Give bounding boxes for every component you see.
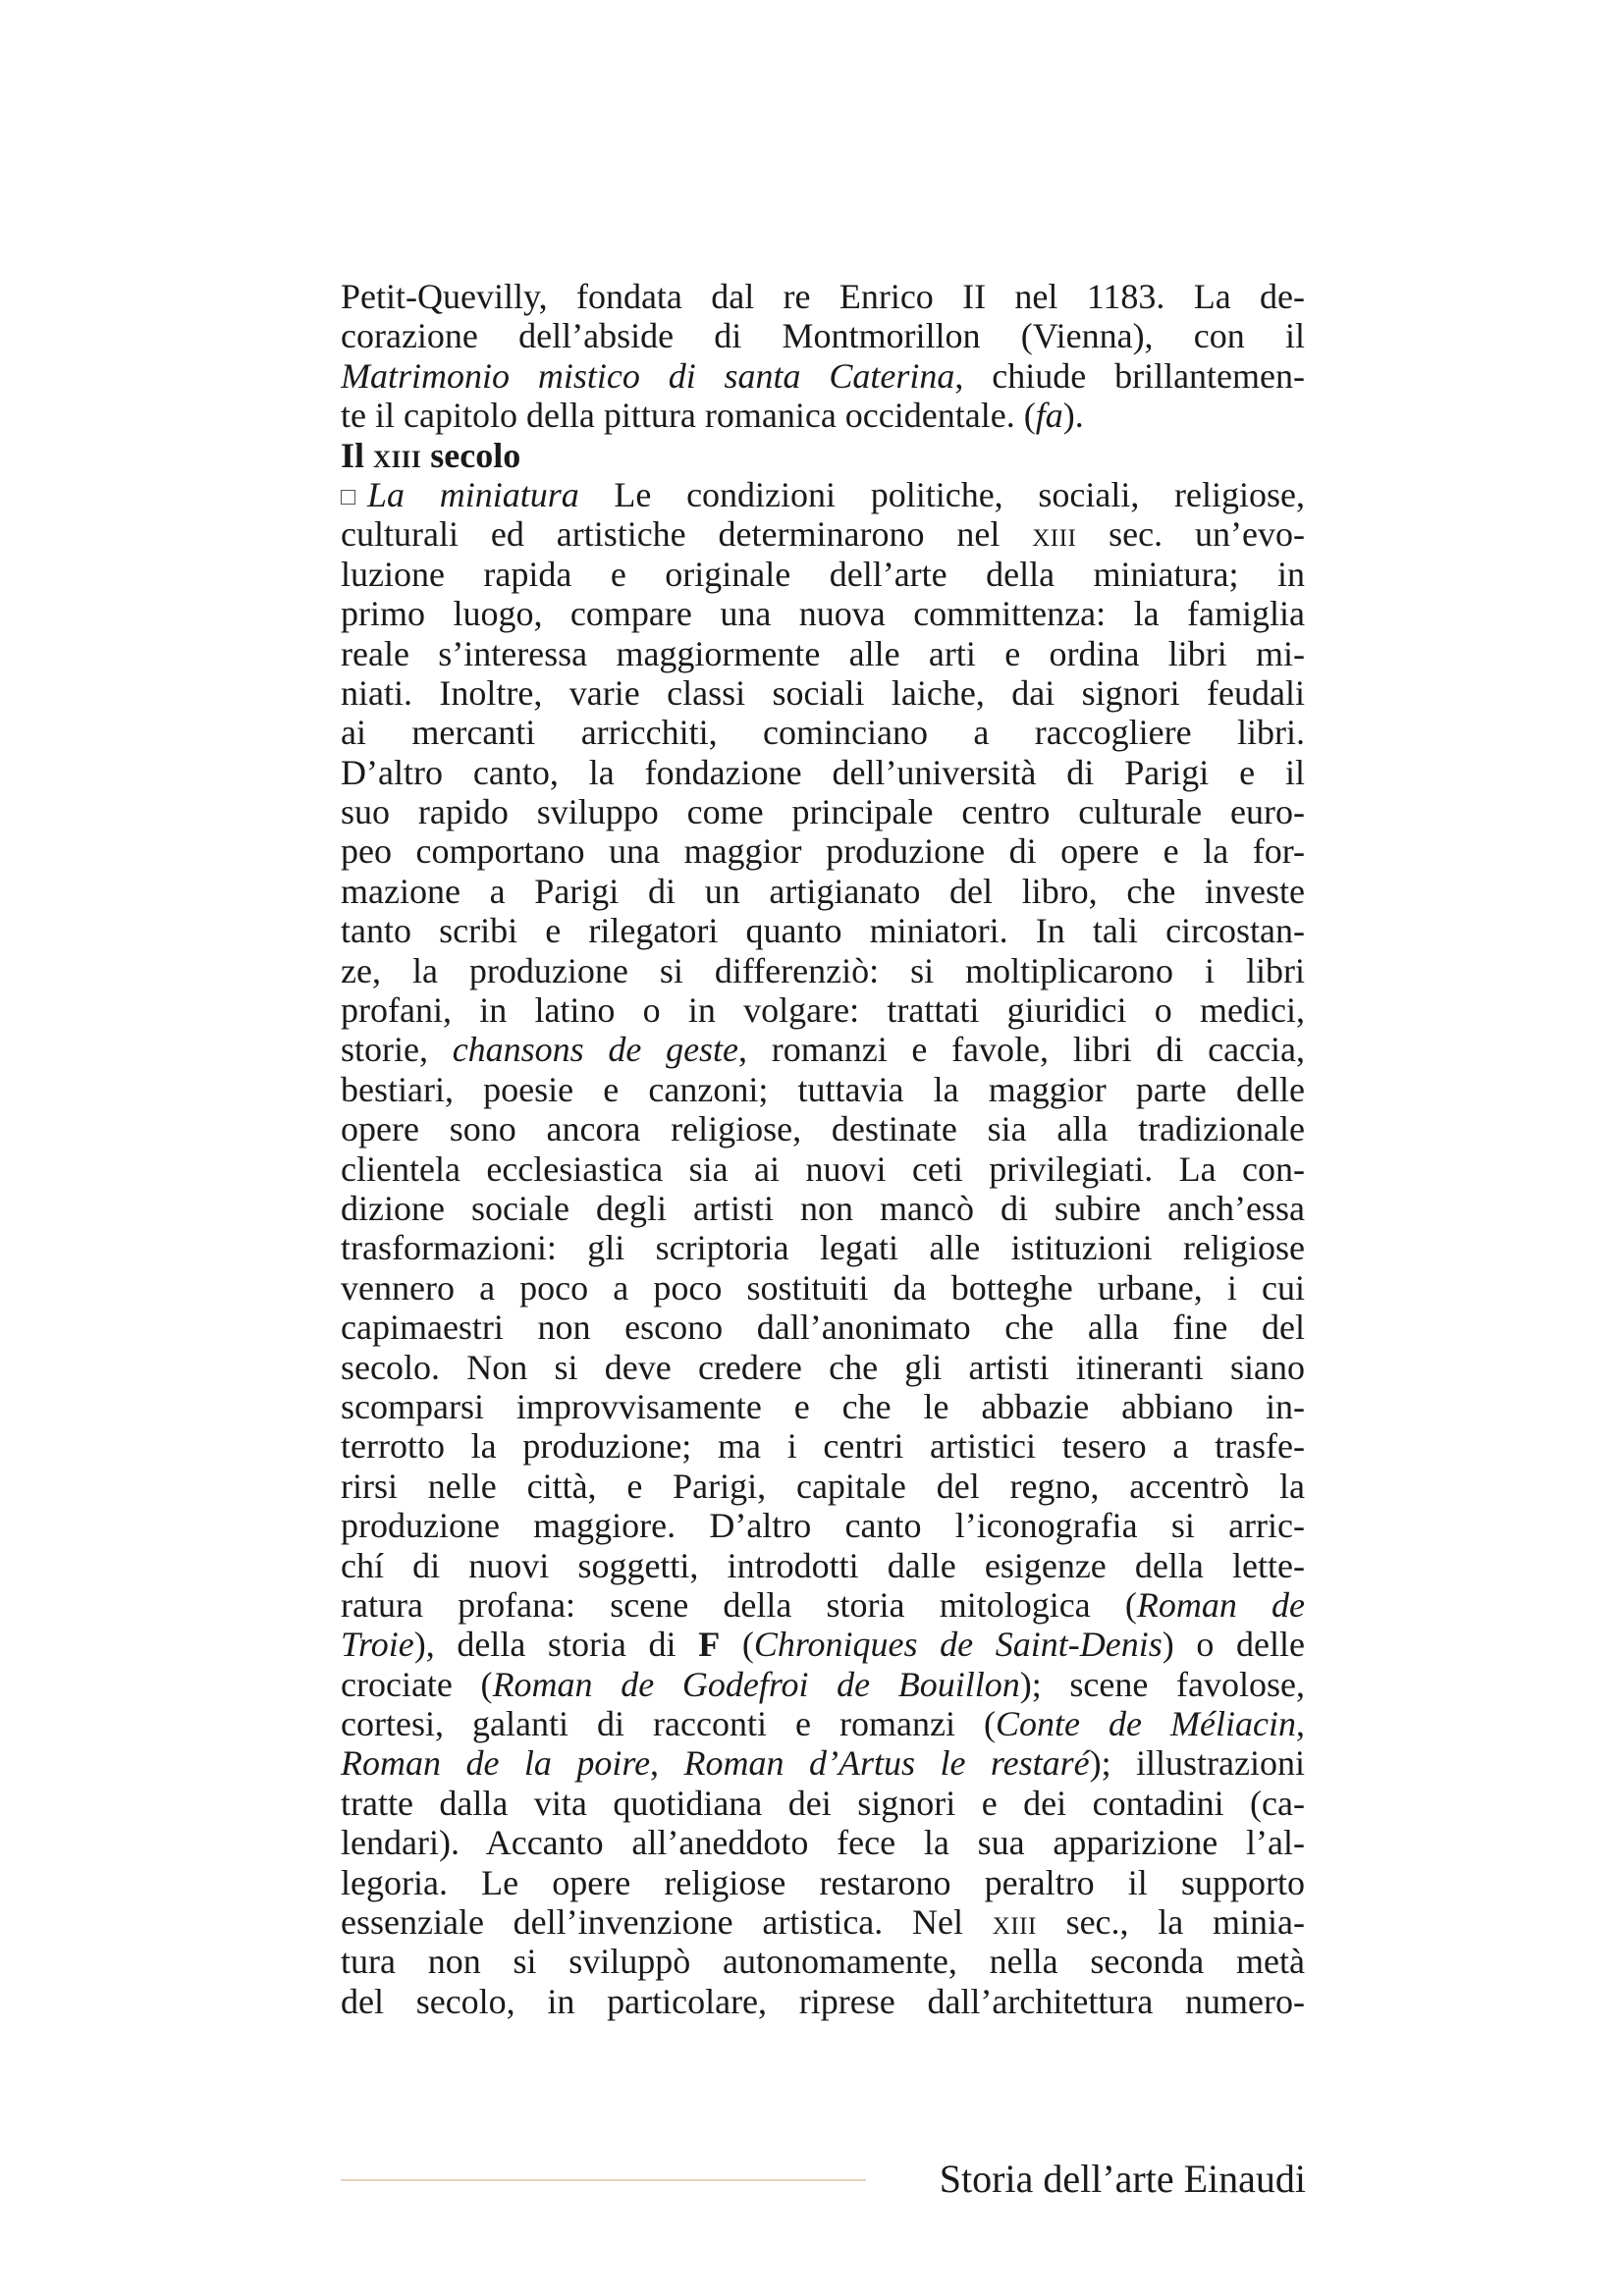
text-line: lendari). Accanto all’aneddoto fece la sua apparizione l’al- [341, 1823, 1305, 1863]
author-initials: fa [1035, 396, 1063, 436]
footer-divider [341, 2179, 866, 2181]
text-line: Matrimonio mistico di santa Caterina, chiude brillantemen- [341, 355, 1305, 396]
text-line: corazione dell’abside di Montmorillon (Vienna), con il [341, 316, 1305, 356]
text-line: peo comportano una maggior produzione di opere e la for- [341, 831, 1305, 872]
text-line: La miniatura Le condizioni politiche, sociali, religiose, [341, 475, 1305, 514]
text-line: culturali ed artistiche determinarono nel xiii sec. un’evo- [341, 514, 1305, 555]
text-line: cortesi, galanti di racconti e romanzi (Conte de Méliacin, [341, 1704, 1305, 1744]
text-line: suo rapido sviluppo come principale centro culturale euro- [341, 792, 1305, 832]
text-line: essenziale dell’invenzione artistica. Nel xiii sec., la minia- [341, 1902, 1305, 1943]
text-line: chí di nuovi soggetti, introdotti dalle esigenze della lette- [341, 1545, 1305, 1585]
text-line: vennero a poco a poco sostituiti da botteghe urbane, i cui [341, 1267, 1305, 1308]
text-line: capimaestri non escono dall’anonimato che alla fine del [341, 1308, 1305, 1348]
text-line: te il capitolo della pittura romanica occidentale. (fa). [341, 396, 1084, 436]
subsection-title: La miniatura [367, 474, 579, 514]
text-line: terrotto la produzione; ma i centri artistici tesero a trasfe- [341, 1426, 1305, 1467]
text-line: legoria. Le opere religiose restarono peraltro il supporto [341, 1862, 1305, 1902]
text-line: Roman de la poire, Roman d’Artus le restaré); illustrazioni [341, 1743, 1305, 1784]
text-line: D’altro canto, la fondazione dell’università di Parigi e il [341, 752, 1305, 792]
text-line: storie, chansons de geste, romanzi e favole, libri di caccia, [341, 1030, 1305, 1070]
section-heading: Il xiii secolo [341, 435, 521, 475]
text-line: ze, la produzione si differenziò: si moltiplicarono i libri [341, 950, 1305, 990]
text-line: profani, in latino o in volgare: trattati giuridici o medici, [341, 990, 1305, 1031]
body-text [341, 277, 1305, 2021]
text-line: tratte dalla vita quotidiana dei signori e dei contadini (ca- [341, 1783, 1305, 1823]
text-line: crociate (Roman de Godefroi de Bouillon); scene favolose, [341, 1664, 1305, 1704]
text-line: rirsi nelle città, e Parigi, capitale del regno, accentrò la [341, 1466, 1305, 1506]
text-line: ai mercanti arricchiti, cominciano a raccogliere libri. [341, 713, 1305, 753]
text-line: scomparsi improvvisamente e che le abbazie abbiano in- [341, 1386, 1305, 1426]
text-line: niati. Inoltre, varie classi sociali laiche, dai signori feudali [341, 672, 1305, 713]
square-bullet-icon [341, 490, 355, 505]
text-line: tura non si sviluppò autonomamente, nella seconda metà [341, 1942, 1305, 1982]
text-line: dizione sociale degli artisti non mancò di subire anch’essa [341, 1188, 1305, 1228]
footer-publication-title: Storia dell’arte Einaudi [939, 2157, 1306, 2201]
text-line: ratura profana: scene della storia mitologica (Roman de [341, 1584, 1305, 1625]
text-line: luzione rapida e originale dell’arte della miniatura; in [341, 554, 1305, 594]
artwork-title: Matrimonio mistico di santa Caterina [341, 355, 955, 396]
text-line: opere sono ancora religiose, destinate sia alla tradizionale [341, 1109, 1305, 1149]
text-line: Troie), della storia di F (Chroniques de Saint-Denis) o delle [341, 1625, 1305, 1665]
cross-reference: F [698, 1625, 721, 1665]
text-line: mazione a Parigi di un artigianato del libro, che investe [341, 871, 1305, 911]
text-line: trasformazioni: gli scriptoria legati alle istituzioni religiose [341, 1228, 1305, 1268]
text-line: primo luogo, compare una nuova committenza: la famiglia [341, 594, 1305, 634]
text-line: reale s’interessa maggiormente alle arti e ordina libri mi- [341, 633, 1305, 673]
text-line: clientela ecclesiastica sia ai nuovi ceti privilegiati. La con- [341, 1148, 1305, 1189]
text-line: Petit-Quevilly, fondata dal re Enrico II nel 1183. La de- [341, 277, 1305, 316]
text-line: secolo. Non si deve credere che gli artisti itineranti siano [341, 1347, 1305, 1387]
text-line: tanto scribi e rilegatori quanto miniatori. In tali circostan- [341, 911, 1305, 951]
text-line: produzione maggiore. D’altro canto l’iconografia si arric- [341, 1506, 1305, 1546]
text-line: bestiari, poesie e canzoni; tuttavia la maggior parte delle [341, 1069, 1305, 1109]
text-line: del secolo, in particolare, riprese dall’architettura numero- [341, 1981, 1305, 2021]
